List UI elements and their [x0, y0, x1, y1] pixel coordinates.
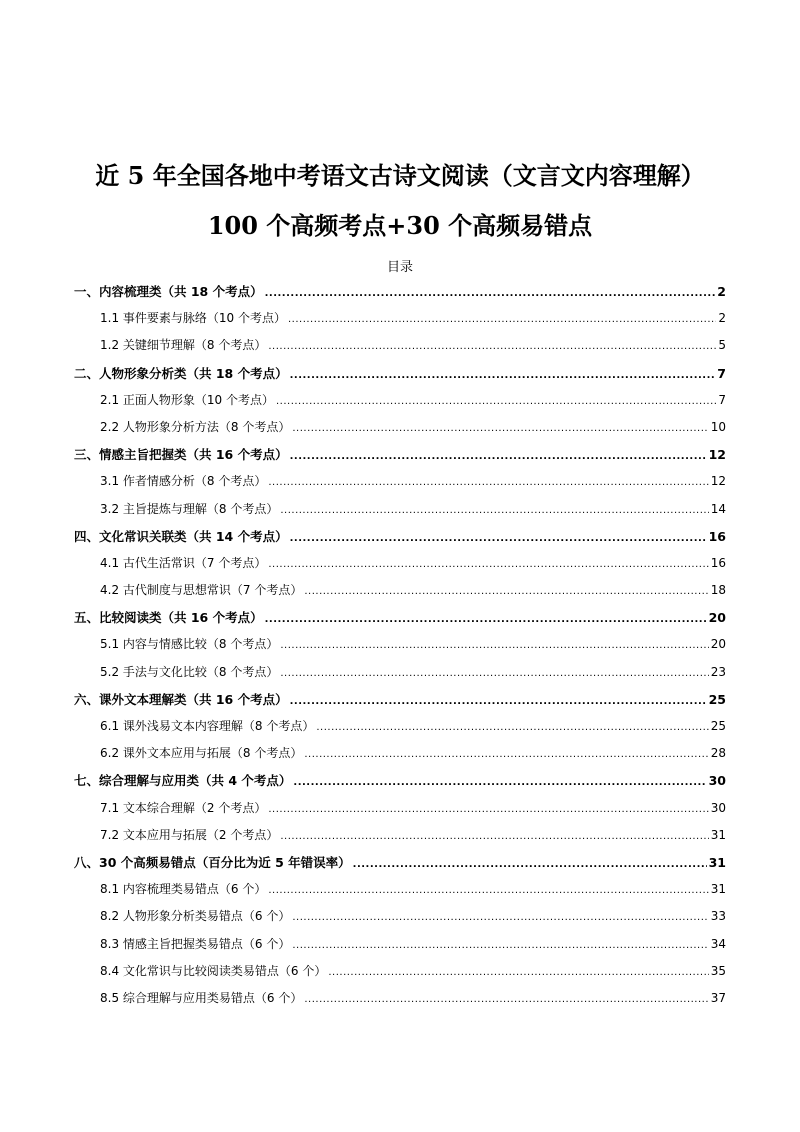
toc-entry-page-number: 23: [710, 664, 726, 679]
toc-entry-page-number: 12: [708, 447, 726, 463]
toc-entry-page-number: 16: [708, 528, 726, 544]
toc-section-entry[interactable]: [74, 441, 726, 468]
toc-entry-page-number: 20: [708, 610, 726, 626]
toc-dot-leader: [292, 904, 708, 931]
toc-entry-label: 6.1 课外浅易文本内容理解（8 个考点）: [100, 719, 315, 733]
document-title-line2: 100 个高频考点+30 个高频易错点: [207, 211, 593, 240]
toc-section-entry[interactable]: [74, 767, 726, 794]
toc-entry-page-number: 14: [710, 501, 726, 516]
toc-dot-leader: [268, 877, 708, 904]
toc-dot-leader: [290, 688, 707, 715]
toc-heading: 目录: [386, 260, 413, 275]
toc-dot-leader: [268, 469, 708, 496]
toc-entry-page-number: 25: [710, 719, 726, 733]
toc-subsection-entry[interactable]: [74, 577, 726, 604]
toc-entry-label: 3.1 作者情感分析（8 个考点）: [100, 474, 267, 489]
toc-dot-leader: [290, 525, 707, 552]
toc-entry-label: 八、30 个高频易错点（百分比为近 5 年错误率）: [74, 854, 351, 870]
toc-subsection-entry[interactable]: [74, 713, 726, 740]
toc-entry-page-number: 37: [710, 990, 726, 1005]
toc-dot-leader: [280, 823, 708, 850]
toc-entry-page-number: 34: [710, 936, 726, 951]
toc-subsection-entry[interactable]: [74, 332, 726, 359]
toc-dot-leader: [268, 551, 708, 578]
toc-subsection-entry[interactable]: [74, 550, 726, 577]
toc-subsection-entry[interactable]: [74, 931, 726, 958]
toc-subsection-entry[interactable]: [74, 958, 726, 985]
toc-subsection-entry[interactable]: [74, 659, 726, 686]
toc-entry-page-number: 31: [708, 854, 726, 870]
toc-entry-label: 8.3 情感主旨把握类易错点（6 个）: [100, 936, 291, 951]
toc-subsection-entry[interactable]: [74, 496, 726, 523]
toc-entry-page-number: 25: [708, 691, 726, 707]
toc-entry-page-number: 5: [718, 338, 726, 353]
toc-entry-label: 5.2 手法与文化比较（8 个考点）: [100, 664, 279, 679]
toc-entry-label: 8.5 综合理解与应用类易错点（6 个）: [100, 990, 303, 1005]
toc-section-entry[interactable]: [74, 360, 726, 387]
toc-entry-page-number: 12: [710, 474, 726, 489]
toc-dot-leader: [280, 497, 708, 524]
toc-subsection-entry[interactable]: [74, 414, 726, 441]
toc-entry-label: 五、比较阅读类（共 16 个考点）: [74, 610, 263, 626]
toc-subsection-entry[interactable]: [74, 468, 726, 495]
toc-subsection-entry[interactable]: [74, 387, 726, 414]
toc-entry-label: 8.4 文化常识与比较阅读类易错点（6 个）: [100, 963, 327, 978]
toc-section-entry[interactable]: [74, 604, 726, 631]
toc-dot-leader: [304, 741, 708, 768]
toc-entry-page-number: 31: [710, 827, 726, 842]
toc-entry-label: 2.2 人物形象分析方法（8 个考点）: [100, 419, 291, 434]
toc-entry-label: 6.2 课外文本应用与拓展（8 个考点）: [100, 746, 303, 761]
toc-entry-label: 一、内容梳理类（共 18 个考点）: [74, 284, 263, 299]
toc-dot-leader: [292, 415, 708, 442]
toc-entry-label: 8.2 人物形象分析类易错点（6 个）: [100, 909, 291, 924]
toc-dot-leader: [293, 769, 706, 796]
toc-section-entry[interactable]: [74, 849, 726, 876]
toc-dot-leader: [292, 932, 708, 959]
toc-dot-leader: [268, 796, 708, 823]
toc-section-entry[interactable]: [74, 278, 726, 305]
toc-subsection-entry[interactable]: [74, 985, 726, 1012]
toc-subsection-entry[interactable]: [74, 876, 726, 903]
toc-dot-leader: [288, 306, 716, 333]
toc-subsection-entry[interactable]: [74, 631, 726, 658]
toc-dot-leader: [265, 606, 707, 633]
toc-dot-leader: [328, 959, 708, 986]
toc-subsection-entry[interactable]: [74, 740, 726, 767]
toc-entry-page-number: 2: [717, 284, 726, 299]
toc-entry-page-number: 35: [710, 963, 726, 978]
toc-entry-label: 7.1 文本综合理解（2 个考点）: [100, 800, 267, 815]
toc-subsection-entry[interactable]: [74, 305, 726, 332]
toc-entry-label: 7.2 文本应用与拓展（2 个考点）: [100, 827, 279, 842]
toc-entry-label: 1.2 关键细节理解（8 个考点）: [100, 338, 267, 353]
toc-entry-label: 三、情感主旨把握类（共 16 个考点）: [74, 447, 288, 463]
toc-entry-label: 六、课外文本理解类（共 16 个考点）: [74, 691, 288, 707]
toc-dot-leader: [276, 388, 716, 415]
toc-entry-label: 8.1 内容梳理类易错点（6 个）: [100, 882, 267, 897]
toc-dot-leader: [280, 660, 708, 687]
toc-entry-label: 七、综合理解与应用类（共 4 个考点）: [74, 773, 292, 789]
toc-dot-leader: [290, 362, 716, 389]
toc-entry-label: 2.1 正面人物形象（10 个考点）: [100, 392, 274, 407]
toc-dot-leader: [304, 986, 708, 1013]
toc-dot-leader: [280, 632, 708, 659]
toc-section-entry[interactable]: [74, 686, 726, 713]
toc-entry-page-number: 28: [710, 746, 726, 761]
toc-dot-leader: [304, 578, 708, 605]
toc-entry-page-number: 30: [710, 800, 726, 815]
toc-entry-page-number: 7: [717, 365, 726, 381]
toc-entry-page-number: 2: [718, 311, 726, 326]
toc-entry-label: 四、文化常识关联类（共 14 个考点）: [74, 528, 288, 544]
toc-entry-page-number: 10: [710, 419, 726, 434]
toc-entry-page-number: 18: [710, 583, 726, 598]
toc-entry-label: 4.2 古代制度与思想常识（7 个考点）: [100, 583, 303, 598]
toc-entry-page-number: 16: [710, 555, 726, 570]
toc-section-entry[interactable]: [74, 523, 726, 550]
toc-dot-leader: [353, 851, 707, 878]
toc-subsection-entry[interactable]: [74, 903, 726, 930]
toc-entry-label: 二、人物形象分析类（共 18 个考点）: [74, 365, 288, 381]
table-of-contents: [74, 278, 726, 1012]
toc-entry-page-number: 20: [710, 637, 726, 652]
toc-subsection-entry[interactable]: [74, 795, 726, 822]
toc-dot-leader: [316, 714, 708, 741]
toc-entry-label: 5.1 内容与情感比较（8 个考点）: [100, 637, 279, 652]
document-title-line1: 近 5 年全国各地中考语文古诗文阅读（文言文内容理解）: [95, 161, 705, 190]
toc-dot-leader: [268, 333, 716, 360]
toc-subsection-entry[interactable]: [74, 822, 726, 849]
toc-dot-leader: [265, 280, 716, 307]
toc-dot-leader: [290, 443, 707, 470]
toc-entry-page-number: 33: [710, 909, 726, 924]
toc-entry-page-number: 7: [718, 392, 726, 407]
toc-entry-label: 3.2 主旨提炼与理解（8 个考点）: [100, 501, 279, 516]
toc-entry-page-number: 30: [708, 773, 726, 789]
toc-entry-label: 1.1 事件要素与脉络（10 个考点）: [100, 311, 286, 326]
toc-entry-label: 4.1 古代生活常识（7 个考点）: [100, 555, 267, 570]
toc-entry-page-number: 31: [710, 882, 726, 897]
